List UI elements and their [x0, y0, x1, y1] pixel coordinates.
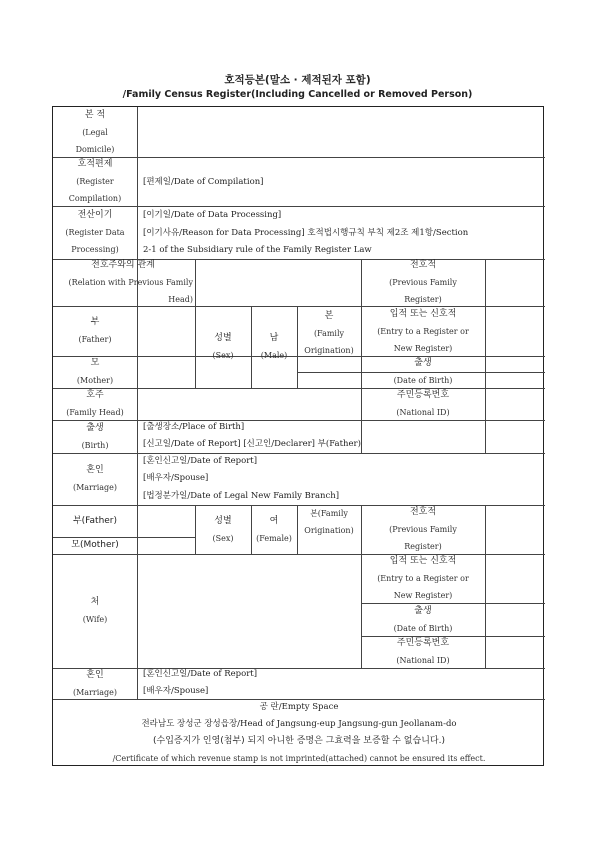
entry-label-en2: New Register) [393, 343, 453, 353]
father2-label [53, 505, 137, 537]
birth-date-label-en: (Date of Birth) [393, 376, 453, 385]
entry2-label-en1: (Entry to a Register or [377, 574, 469, 583]
sex-value-male [251, 306, 297, 388]
birth-date2-en: (Date of Birth) [393, 623, 453, 633]
transfer-label-en2: Processing) [71, 245, 119, 254]
father-label-ko: 부 [90, 317, 100, 327]
marriage2-label-ko: 혼인 [86, 669, 104, 680]
origin-label-en1: (Family [313, 328, 345, 338]
marriage2-report: [혼인신고일/Date of Report] [143, 669, 258, 679]
relation-label-ko: 전호주와의 관계 [91, 260, 155, 270]
document-subtitle: /Family Census Register(Including Cancelled or Removed Person) [122, 89, 473, 100]
previous-register-label [361, 259, 485, 306]
national-id-label [361, 388, 485, 420]
birth-label-en: (Birth) [81, 440, 109, 450]
previous-register2-ko: 전호적 [409, 507, 437, 517]
male-ko: 남 [269, 333, 279, 343]
father-label [53, 306, 137, 356]
birth-date-label [361, 356, 485, 388]
compilation-label-en2: Compilation) [68, 194, 122, 203]
marriage-label-ko: 혼인 [86, 465, 104, 475]
marriage2-label [53, 668, 137, 699]
male-en: (Male) [260, 351, 288, 360]
origin2-line1: 본(Family [310, 509, 348, 518]
family-head-label-ko: 호주 [86, 390, 104, 400]
previous-register-label-en2: Register) [404, 295, 442, 304]
domicile-label [53, 107, 137, 157]
entry-label-en1: (Entry to a Register or [377, 326, 469, 336]
certificate-footer [53, 699, 545, 767]
sex2-label-ko: 성별 [214, 515, 232, 526]
family-head-label [53, 388, 137, 420]
revenue-stamp-note-ko: (수입증지가 인영(첨부) 되지 아니한 증명은 그효력을 보증할 수 없습니다.) [153, 736, 445, 746]
marriage-report: [혼인신고일/Date of Report] [143, 456, 258, 466]
mother-label [53, 356, 137, 388]
transfer-label-en1: (Register Data [65, 228, 125, 237]
domicile-label-en1: (Legal [82, 127, 108, 137]
compilation-date: [편제일/Date of Compilation] [143, 177, 264, 187]
birth-date2-label [361, 603, 485, 636]
relation-label-en1: (Relation with Previous Family [68, 278, 193, 287]
transfer-date: [이기일/Date of Data Processing] [143, 210, 282, 220]
marriage-label [53, 453, 137, 505]
father-label-en: (Father) [78, 335, 112, 344]
mother2-label [53, 537, 137, 554]
sex-value-female [251, 505, 297, 554]
marriage2-label-en: (Marriage) [72, 687, 118, 697]
national-id2-label [361, 636, 485, 668]
wife-label [53, 554, 137, 668]
transfer-reason-line2: 2-1 of the Subsidiary rule of the Family Register Law [143, 245, 372, 255]
female-en: (Female) [256, 533, 292, 543]
domicile-label-ko: 본 적 [84, 109, 106, 120]
mother-label-en: (Mother) [76, 376, 114, 385]
wife-label-en: (Wife) [82, 615, 108, 624]
compilation-label-ko: 호적편제 [77, 159, 113, 169]
sex-label [195, 306, 251, 388]
birth-date2-ko: 출생 [414, 605, 432, 616]
mother-label-ko: 모 [90, 358, 100, 368]
female-ko: 여 [269, 515, 279, 526]
transfer-reason-line1: [이기사유/Reason for Data Processing] 호적법시행규칙 부칙 제2조 제1항/Section [143, 228, 469, 238]
sex-label-ko: 성별 [214, 333, 232, 343]
sex2-label-en: (Sex) [212, 533, 234, 543]
origin2-label [297, 505, 361, 539]
issuing-official: 전라남도 장성군 장성읍장/Head of Jangsung-eup Jangsung-gun Jeollanam-do [141, 719, 457, 729]
entry2-label [361, 554, 485, 603]
entry-label-ko: 입적 또는 신호적 [389, 308, 457, 319]
previous-register2-label [361, 505, 485, 554]
national-id2-ko: 주민등록번호 [396, 638, 450, 648]
document-title: 호적등본(말소 · 제적된자 포함) [224, 74, 371, 86]
entry2-label-ko: 입적 또는 신호적 [389, 556, 457, 566]
father2-label-text: 부(Father) [72, 515, 118, 526]
birth-date-label-ko: 출생 [414, 358, 432, 368]
origin2-line2: Origination) [304, 526, 354, 535]
origin-label-en2: Origination) [304, 345, 354, 355]
wife-label-ko: 처 [90, 597, 100, 607]
national-id2-en: (National ID) [396, 656, 450, 665]
compilation-label [53, 157, 137, 206]
domicile-label-en2: Domicile) [75, 144, 115, 154]
register-form [52, 106, 544, 766]
national-id-label-en: (National ID) [396, 408, 450, 417]
birth-place: [출생장소/Place of Birth] [143, 422, 245, 432]
relation-label-en2: Head) [168, 295, 193, 304]
previous-register-label-ko: 전호적 [409, 260, 437, 270]
sex-label-en: (Sex) [212, 351, 234, 360]
birth-label [53, 420, 137, 453]
previous-register2-en1: (Previous Family [389, 525, 457, 534]
revenue-stamp-note-en: /Certificate of which revenue stamp is not imprinted(attached) cannot be ensured its effect. [112, 754, 486, 763]
marriage-spouse: [배우자/Spouse] [143, 473, 209, 483]
previous-register2-en2: Register) [404, 542, 442, 551]
birth-report: [신고일/Date of Report] [신고인/Declarer] 부(Father) [143, 439, 361, 449]
previous-register-label-en1: (Previous Family [389, 278, 457, 287]
transfer-label [53, 206, 137, 259]
marriage2-spouse: [배우자/Spouse] [143, 686, 209, 696]
origin-label [297, 306, 361, 360]
relation-label [53, 259, 193, 306]
marriage-branch: [법정분가일/Date of Legal New Family Branch] [143, 491, 340, 501]
empty-space-note: 공 란/Empty Space [259, 702, 339, 712]
origin-label-ko: 본 [324, 310, 334, 321]
national-id-label-ko: 주민등록번호 [396, 390, 450, 400]
marriage-label-en: (Marriage) [72, 483, 118, 492]
birth-label-ko: 출생 [86, 422, 104, 433]
entry-label [361, 306, 485, 356]
family-head-label-en: (Family Head) [66, 408, 124, 417]
entry2-label-en2: New Register) [393, 591, 453, 600]
mother2-label-text: 모(Mother) [71, 540, 119, 550]
compilation-label-en1: (Register [76, 177, 114, 186]
sex2-label [195, 505, 251, 554]
transfer-label-ko: 전산이기 [77, 210, 113, 220]
